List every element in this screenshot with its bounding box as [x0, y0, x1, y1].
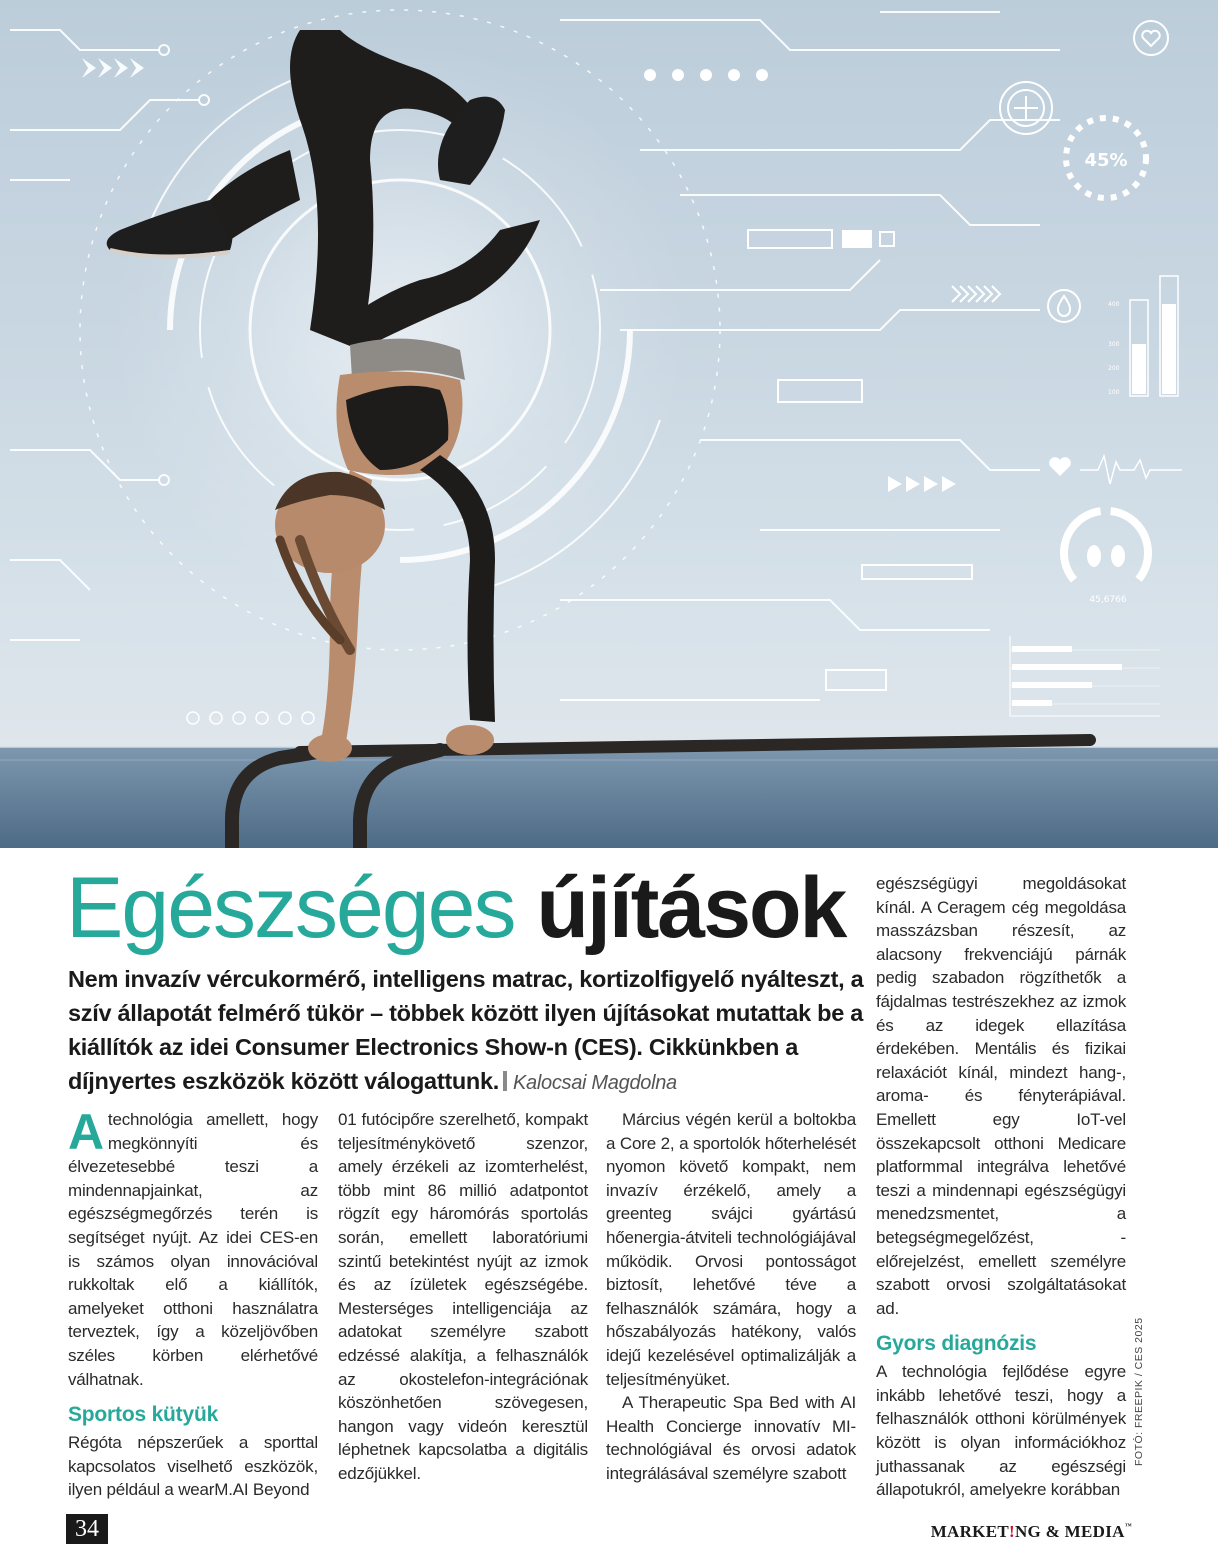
title-bold: újítások [536, 860, 846, 956]
scale-label: 400 [1108, 301, 1120, 308]
brand-part: NG & MEDIA [1014, 1522, 1125, 1541]
hud-number-text: 45,6766 [1089, 595, 1127, 605]
subheading: Sportos kütyük [68, 1403, 219, 1427]
brand-part: MARKET [930, 1522, 1009, 1541]
author-name: Kalocsai Magdolna [512, 1072, 677, 1094]
subheading: Gyors diagnózis [876, 1332, 1037, 1356]
article-lead [68, 962, 868, 1100]
scale-label: 100 [1108, 389, 1120, 396]
paragraph: Március végén kerül a boltokba a Core 2, a sportolók hőterhelését nyomon követő kompakt, nem invazív érzékelő, amely a greenteg svájci gyártású hőenergia-átviteli technológiájával működik. Orvosi pontosságot biztosít, lehetővé téve a felhasználók számára, hogy a hőszabályozás hatékony, valós idejű kezelésével optimalizálják a teljesítményüket. [606, 1110, 856, 1389]
brand-logo [931, 1522, 1132, 1542]
scale-label: 300 [1108, 341, 1120, 348]
title-light: Egészséges [66, 860, 537, 956]
photo-credit: FOTÓ: FREEPIK / CES 2025 [1133, 1317, 1145, 1466]
trademark: ™ [1124, 1522, 1132, 1530]
lead-text: Nem invazív vércukormérő, intelligens matrac, kortizolfigyelő nyálteszt, a szív állapotát felmérő tükör – többek között ilyen újításokat mutattak be a kiállítók az idei Consumer Electronics Show-n (CES). Cikkünkben a díjnyertes eszközök között válogattunk. [68, 966, 864, 1094]
paragraph [68, 1104, 318, 1391]
brand-exclamation: ! [1009, 1522, 1015, 1541]
column-3 [606, 1108, 856, 1486]
dropcap: A [68, 1104, 104, 1160]
paragraph-text: technológia amellett, hogy megkönnyíti és élvezetesebbé teszi a mindennapjainkat, az egészségmegőrzés terén is segítséget nyújt. Az idei CES-en is számos olyan innovációval rukkoltak elő a kiállítók, amelyeket otthoni használatra terveztek, így a közeljövőben széles körben elérhetővé válhatnak. [68, 1110, 318, 1389]
scale-label: 200 [1108, 365, 1120, 372]
paragraph: egészségügyi megoldásokat kínál. A Ceragem cég megoldása masszázsban részesít, az alacsony frekvenciájú párnák pedig szabadon rögzíthetők a fájdalmas testrészekhez az izmok és az idegek ellazítása érdekében. Mentális és fizikai relaxációt kínál, mindezt hang-, aroma- és fényterápiával. Emellett egy IoT-vel összekapcsolt otthoni Medicare platformmal integrálva lehetővé teszi a mindennapi egészségügyi menedzsmentet, a betegségmegelőzést, -előrejelzést, emellett személyre szabott orvosi szolgáltatásokat ad. [876, 874, 1126, 1318]
column-2 [338, 1108, 588, 1486]
paragraph: A technológia fejlődése egyre inkább lehetővé teszi, hogy a felhasználók otthoni körülmények között is olyan információkhoz juthassanak az egészségi állapotukról, amelyekre korábban [876, 1362, 1126, 1500]
column-1 [68, 1104, 318, 1502]
author-separator [503, 1071, 507, 1091]
article-title [66, 860, 845, 956]
paragraph: A Therapeutic Spa Bed with AI Health Concierge innovatív MI-technológiával és orvosi adatok integrálásával személyre szabott [606, 1393, 856, 1483]
column-4 [876, 872, 1126, 1502]
page-number: 34 [66, 1514, 108, 1544]
paragraph: 01 futócipőre szerelhető, kompakt teljesítménykövető szenzor, amely érzékeli az izomterhelést, több mint 86 millió adatpontot rögzít egy háromórás sportolás során, emellett laboratóriumi szintű betekintést nyújt az izmok és az ízületek egészségébe. Mesterséges intelligenciája az adatokat személyre szabott edzéssé alakítja, a felhasználók az okostelefon-integrációnak köszönhetően szövegesen, hangon vagy videón keresztül léphetnek kapcsolatba a digitális edzőjükkel. [338, 1110, 588, 1483]
hud-percent-text: 45% [1084, 150, 1128, 171]
paragraph: Régóta népszerűek a sporttal kapcsolatos viselhető eszközök, ilyen például a wearM.AI Beyond [68, 1433, 318, 1500]
